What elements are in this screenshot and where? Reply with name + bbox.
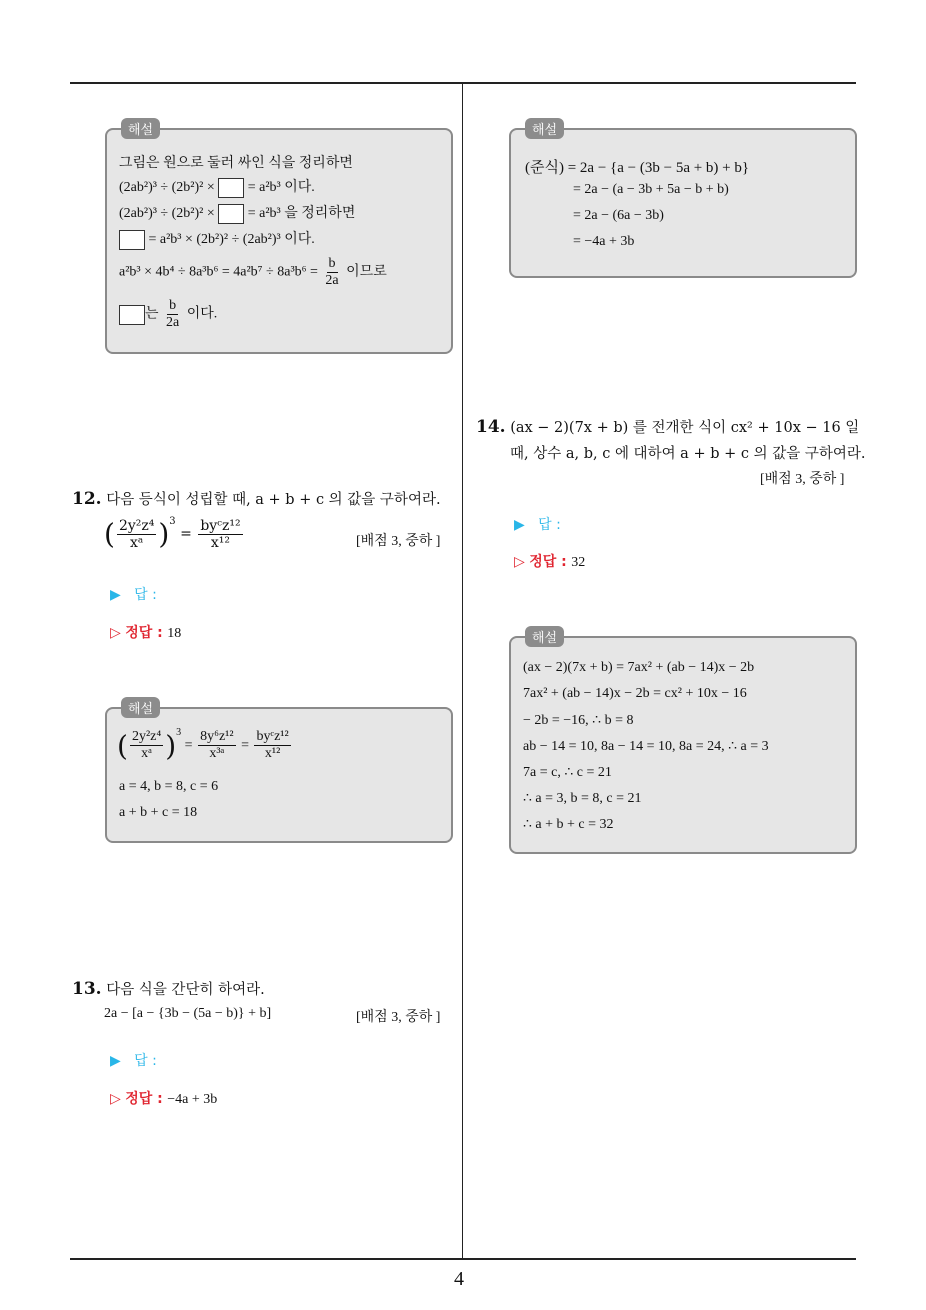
correct-answer: ▷ 정답 : −4a + 3b (110, 1091, 218, 1107)
fraction: $\frac{b}{2a}$ (166, 298, 180, 330)
question-13: 13. 다음 식을 간단히 하여라. (72, 979, 265, 999)
solution-box-12 (105, 702, 453, 843)
empty-box (119, 230, 145, 250)
question-12: 12. 다음 등식이 성립할 때, a + b + c 의 값을 구하여라. (72, 489, 441, 509)
answer-prompt: ▶ 답 : (514, 517, 561, 533)
fraction: $\frac{\text{2y²z⁴}}{\text{xᵃ}}$ (118, 517, 155, 551)
page-number: 4 (454, 1268, 464, 1290)
fraction: $\frac{\text{byᶜz¹²}}{\text{x¹²}}$ (256, 729, 289, 762)
solution-box-13 (509, 123, 857, 278)
play-icon: ▶ (514, 517, 525, 533)
fraction: $\frac{\text{2y²z⁴}}{\text{xᵃ}}$ (131, 729, 162, 762)
solution-line: (2ab²)³ ÷ (2b²)² × = a²b³ 을 정리하면 (119, 202, 355, 224)
answer-prompt: ▶ 답 : (110, 587, 157, 603)
solution-tag: 해설 (121, 697, 160, 718)
solution-box-14 (509, 631, 857, 854)
score-label: [배점 3, 중하 ] (356, 1010, 441, 1025)
question-13-expression: 2a − [a − {3b − (5a − b)} + b] (104, 1006, 272, 1021)
solution-line: = 2a − (6a − 3b) (573, 208, 664, 223)
solution-line: ( $\frac{\text{2y²z⁴}}{\text{xᵃ}}$ )$^3$ = $\frac{\text{8y⁶z¹²}}{\text{x³ᵃ}}$ = $\frac{\text{byᶜz¹²}}{\text{x¹²}}$ (117, 727, 289, 763)
solution-line: a + b + c = 18 (119, 805, 198, 820)
solution-line: ab − 14 = 10, 8a − 14 = 10, 8a = 24, ∴ a = 3 (523, 739, 769, 754)
solution-box-11 (105, 123, 453, 354)
solution-line: = 2a − (a − 3b + 5a − b + b) (573, 182, 729, 197)
play-icon: ▶ (110, 1053, 121, 1069)
solution-line: 그림은 원으로 둘러 싸인 식을 정리하면 (119, 156, 353, 171)
solution-tag: 해설 (525, 626, 564, 647)
question-12-equation: ( $\frac{\text{2y²z⁴}}{\text{xᵃ}}$ )$^3$ = $\frac{\text{byᶜz¹²}}{\text{x¹²}}$ (104, 516, 241, 551)
solution-line: a = 4, b = 8, c = 6 (119, 779, 219, 794)
solution-line: = −4a + 3b (573, 234, 635, 249)
solution-line: − 2b = −16, ∴ b = 8 (523, 713, 634, 728)
score-label: [배점 3, 중하 ] (760, 472, 845, 487)
solution-tag: 해설 (121, 118, 160, 139)
solution-line: (2ab²)³ ÷ (2b²)² × = a²b³ 이다. (119, 176, 315, 198)
outline-triangle-icon: ▷ (110, 625, 121, 641)
fraction: $\frac{\text{8y⁶z¹²}}{\text{x³ᵃ}}$ (200, 729, 234, 762)
fraction: $\frac{\text{byᶜz¹²}}{\text{x¹²}}$ (200, 517, 241, 551)
solution-line: a²b³ × 4b⁴ ÷ 8a³b⁶ = 4a²b⁷ ÷ 8a³b⁶ = $\frac{b}{2a}$ 이므로 (119, 256, 387, 288)
question-14: 14. (ax − 2)(7x + b) 를 전개한 식이 cx² + 10x − 16 일 (476, 417, 860, 437)
fraction: $\frac{b}{2a}$ (325, 256, 339, 288)
play-icon: ▶ (110, 587, 121, 603)
outline-triangle-icon: ▷ (110, 1091, 121, 1107)
empty-box (218, 178, 244, 198)
column-divider (462, 84, 463, 1258)
solution-line: 7ax² + (ab − 14)x − 2b = cx² + 10x − 16 (523, 686, 747, 701)
solution-line: ∴ a = 3, b = 8, c = 21 (523, 791, 642, 806)
correct-answer: ▷ 정답 : 18 (110, 625, 182, 641)
bottom-rule (70, 1258, 856, 1260)
answer-prompt: ▶ 답 : (110, 1053, 157, 1069)
question-14-line2: 때, 상수 a, b, c 에 대하여 a + b + c 의 값을 구하여라. (510, 446, 866, 462)
solution-line: = a²b³ × (2b²)² ÷ (2ab²)³ 이다. (119, 228, 315, 250)
solution-line: (ax − 2)(7x + b) = 7ax² + (ab − 14)x − 2b (523, 660, 755, 675)
solution-line: ∴ a + b + c = 32 (523, 817, 614, 832)
empty-box (119, 305, 145, 325)
top-rule (70, 82, 856, 84)
outline-triangle-icon: ▷ (514, 554, 525, 570)
empty-box (218, 204, 244, 224)
solution-line: (준식) = 2a − {a − (3b − 5a + b) + b} (525, 160, 750, 176)
solution-tag: 해설 (525, 118, 564, 139)
correct-answer: ▷ 정답 : 32 (514, 554, 586, 570)
solution-line: 는 $\frac{b}{2a}$ 이다. (119, 298, 217, 331)
score-label: [배점 3, 중하 ] (356, 534, 441, 549)
solution-line: 7a = c, ∴ c = 21 (523, 765, 612, 780)
